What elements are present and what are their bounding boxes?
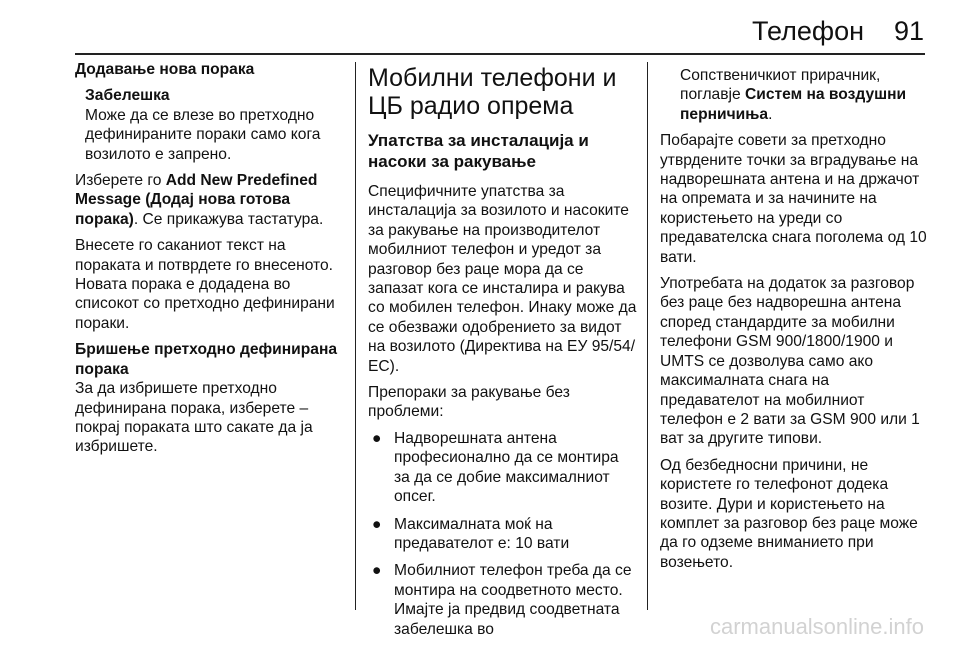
menu-reference-add-new-predefined: Add New Predefined Message (Додај нова готова порака)	[75, 172, 318, 228]
list-item: ● Мобилниот телефон треба да се монтира на соодветното место. Имајте ја предвид соодветната забелешка во	[372, 562, 632, 638]
note-box	[85, 86, 347, 164]
bullet-icon: ●	[372, 515, 382, 533]
column-1	[75, 60, 347, 464]
column-divider-1	[355, 62, 356, 610]
paragraph-continuation: Сопственичкиот прирачник, поглавје Систем на воздушни перничиња.	[680, 67, 907, 123]
paragraph-select-add	[75, 171, 347, 229]
paragraph-select-add-post: . Се прикажува тастатура.	[133, 210, 324, 228]
paragraph-handsfree-usage: Употребата на додаток за разговор без раце без надворешна антена според стандардите за мобилни телефони GSM 900/1800/1900 и UMTS се дозволува само ако максималната снага на предавателот на мобилниот телефон е 2 вати за GSM 900 или 1 ват за другите типови.	[660, 275, 920, 448]
section-title-delete-message: Бришење претходно дефинирана порака	[75, 341, 338, 378]
column-divider-2	[647, 62, 648, 610]
list-item: ● Надворешната антена професионално да се монтира за да се добие максималниот опсег.	[372, 429, 619, 506]
paragraph-enter-text: Внесете го саканиот текст на пораката и потврдете го внесеното. Новата порака е додадена во списокот со претходно дефинирани пораки.	[75, 237, 335, 332]
paragraph-antenna-advice: Побарајте совети за претходно утврдените точки за вградување на надворешната антена и на држачот на опремата и за начините на користењето на уреди со предавателска снага поголема од 10 вати.	[660, 132, 927, 266]
chapter-reference-airbag: Систем на воздушни перничиња	[680, 86, 907, 123]
bullet-icon: ●	[372, 429, 382, 447]
section-title-add-message: Додавање нова порака	[75, 61, 255, 78]
paragraph-recommendations: Препораки за ракување без проблеми:	[368, 384, 570, 421]
chapter-heading: Мобилни телефони и ЦБ радио опрема	[368, 64, 617, 120]
column-3	[660, 66, 930, 579]
bullet-icon: ●	[372, 562, 382, 580]
column-2	[368, 60, 638, 647]
note-text: Може да се влезе во претходно дефинираните пораки само кога возилото е запрено.	[85, 106, 321, 163]
section-heading: Упатства за инсталација и насоки за ракување	[368, 131, 589, 171]
note-title: Забелешка	[85, 87, 170, 105]
paragraph-safety: Од безбедносни причини, не користете го телефонот додека возите. Дури и користењето на комплет за разговор без раце може да го одземе вниманието при возењето.	[660, 456, 918, 571]
list-item: ● Максималната моќ на предавателот е: 10 вати	[372, 515, 570, 552]
paragraph-select-add-pre: Изберете го	[75, 172, 166, 190]
page-number: 91	[893, 16, 924, 46]
paragraph-installation: Специфичните упатства за инсталација за возилото и насоките за ракување на производителот мобилниот телефон и уредот за разговор без раце мора да се запазат кога се инсталира и ракува со мобилен телефон. Инаку може да се обезважи одобрението за видот на возилото (Директива на ЕУ 95/54/ ЕС).	[368, 183, 637, 375]
watermark: carmanualsonline.info	[709, 614, 924, 639]
header-rule	[75, 53, 925, 55]
page-header-title: Телефон	[751, 16, 864, 46]
recommendation-list	[368, 429, 638, 639]
paragraph-delete: За да избришете претходно дефинирана порака, изберете – покрај пораката што сакате да ја избришете.	[75, 380, 313, 456]
